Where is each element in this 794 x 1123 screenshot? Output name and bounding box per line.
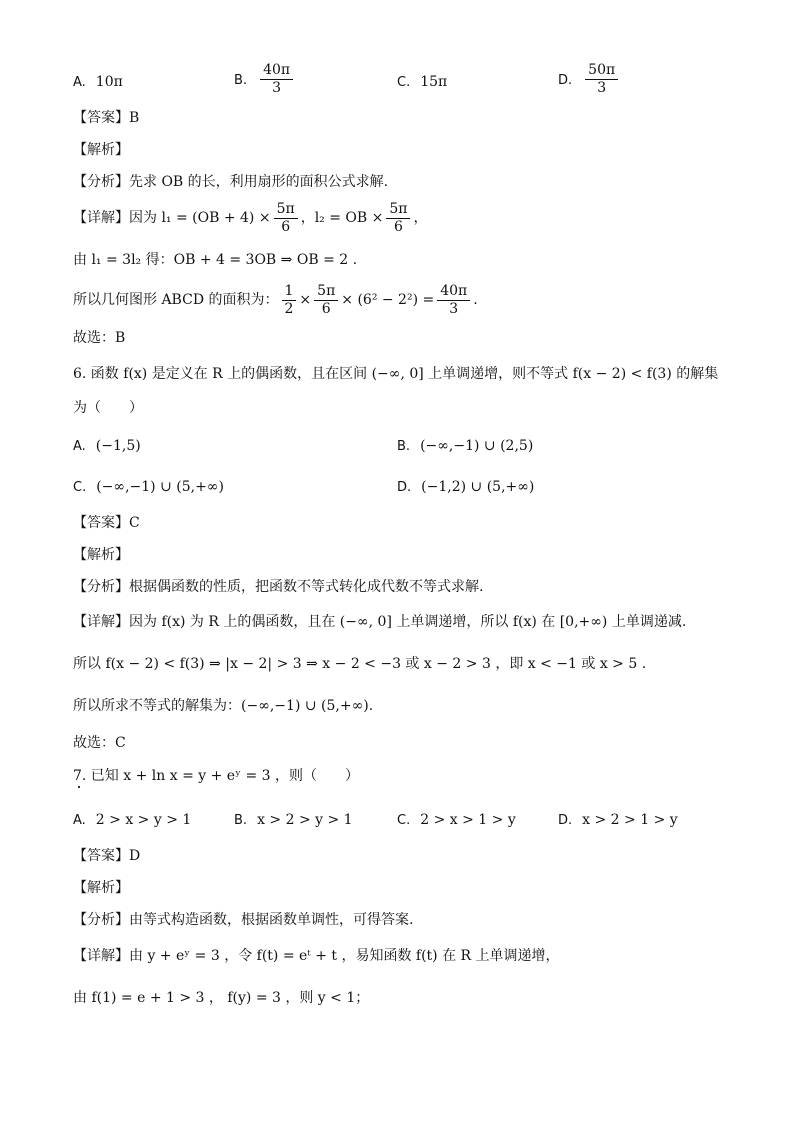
q7-option-a: [73, 810, 191, 831]
option-value: (−∞,−1) ∪ (2,5): [420, 438, 534, 454]
area-text: 所以几何图形 ABCD 的面积为：: [73, 292, 279, 308]
option-label: C.: [73, 480, 87, 495]
q7-option-d: [558, 810, 678, 831]
option-label: B.: [234, 813, 248, 828]
q7-option-b: [234, 810, 353, 831]
q7-analysis-title: 【解析】: [73, 880, 129, 896]
area-text: .: [473, 292, 478, 308]
denominator: 6: [393, 218, 403, 235]
numerator: 40π: [260, 62, 293, 80]
option-value: 2 > x > 1 > y: [420, 812, 516, 828]
q5-analysis-title: 【解析】: [73, 142, 129, 158]
numerator: 1: [282, 283, 297, 301]
option-label: C.: [397, 813, 411, 828]
q6-analysis: 【分析】根据偶函数的性质，把函数不等式转化成代数不等式求解.: [73, 579, 484, 595]
detail-text: ，l₂ = OB ×: [300, 210, 384, 226]
detail-text: 【详解】因为 l₁ = (OB + 4) ×: [73, 210, 271, 226]
numerator: 50π: [585, 62, 618, 80]
q5-option-a: [73, 72, 123, 93]
fraction: [274, 201, 298, 236]
option-label: B.: [397, 439, 411, 454]
option-value: x > 2 > y > 1: [257, 812, 353, 828]
option-label: B.: [234, 72, 248, 88]
q5-detail: [73, 198, 427, 238]
q5-option-d: [558, 62, 621, 97]
q6-option-d: [397, 477, 534, 498]
option-value: x > 2 > 1 > y: [582, 812, 678, 828]
fraction: [437, 283, 470, 318]
q6-stem-line1: 6. 函数 f(x) 是定义在 R 上的偶函数，且在区间 (−∞, 0] 上单调递增，则不等式 f(x − 2) < f(3) 的解集: [73, 366, 719, 382]
denominator: 3: [272, 80, 282, 96]
detail-text: ，: [413, 210, 428, 226]
q7-analysis: 【分析】由等式构造函数，根据函数单调性，可得答案.: [73, 912, 414, 928]
option-label: A.: [73, 75, 86, 90]
denominator: 3: [597, 80, 607, 96]
numerator: 5π: [314, 283, 338, 301]
q7-stem: 7. 已知 x + ln x = y + eʸ = 3 ，则（ ）: [73, 768, 359, 784]
q5-step2: 由 l₁ = 3l₂ 得：OB + 4 = 3OB ⇒ OB = 2 .: [73, 252, 358, 268]
option-value: 15π: [420, 74, 448, 90]
denominator: 2: [284, 300, 294, 317]
q5-option-b: [234, 62, 296, 97]
fraction: [386, 201, 410, 236]
numerator: 5π: [274, 201, 298, 219]
fraction: [282, 283, 297, 318]
option-label: C.: [397, 75, 411, 90]
denominator: 6: [281, 218, 291, 235]
q5-area: [73, 280, 478, 320]
option-value: (−1,2) ∪ (5,+∞): [421, 479, 535, 495]
option-label: D.: [558, 813, 573, 828]
option-value: 10π: [95, 74, 123, 90]
area-text: ×: [299, 292, 312, 308]
option-value: (−∞,−1) ∪ (5,+∞): [96, 479, 224, 495]
q7-option-c: [397, 810, 516, 831]
q6-stem-line2: 为（ ）: [73, 400, 143, 416]
option-label: D.: [558, 72, 573, 88]
option-label: D.: [397, 480, 412, 495]
q7-answer: 【答案】D: [73, 848, 141, 864]
fraction: [260, 62, 293, 97]
q6-detail-2: 所以 f(x − 2) < f(3) ⇒ |x − 2| > 3 ⇒ x − 2 < −3 或 x − 2 > 3 ，即 x < −1 或 x > 5 .: [73, 656, 647, 672]
denominator: 3: [449, 300, 459, 317]
numerator: 5π: [386, 201, 410, 219]
q6-detail-3: 所以所求不等式的解集为：(−∞,−1) ∪ (5,+∞).: [73, 698, 374, 714]
fraction: [314, 283, 338, 318]
q6-option-b: [397, 436, 533, 457]
denominator: 6: [321, 300, 331, 317]
option-label: A.: [73, 439, 86, 454]
option-label: A.: [73, 813, 86, 828]
q5-conclusion: 故选：B: [73, 330, 126, 346]
option-value: (−1,5): [95, 438, 141, 454]
q7-detail-1: 【详解】由 y + eʸ = 3 ，令 f(t) = eᵗ + t ，易知函数 f(t) 在 R 上单调递增，: [73, 948, 560, 964]
q6-option-c: [73, 477, 224, 498]
stray-dot: [78, 786, 80, 788]
numerator: 40π: [437, 283, 470, 301]
q6-analysis-title: 【解析】: [73, 547, 129, 563]
q6-answer: 【答案】C: [73, 515, 140, 531]
q5-option-c: [397, 72, 447, 93]
q6-conclusion: 故选：C: [73, 735, 126, 751]
option-value: 2 > x > y > 1: [95, 812, 192, 828]
q6-option-a: [73, 436, 141, 457]
fraction: [585, 62, 618, 97]
q6-detail-1: 【详解】因为 f(x) 为 R 上的偶函数，且在 (−∞, 0] 上单调递增，所以 f(x) 在 [0,+∞) 上单调递减.: [73, 614, 687, 630]
area-text: × (6² − 2²) =: [341, 292, 435, 308]
q7-detail-2: 由 f(1) = e + 1 > 3 ， f(y) = 3 ，则 y < 1；: [73, 990, 370, 1006]
q5-analysis: 【分析】先求 OB 的长，利用扇形的面积公式求解.: [73, 174, 389, 190]
q5-answer: 【答案】B: [73, 110, 140, 126]
